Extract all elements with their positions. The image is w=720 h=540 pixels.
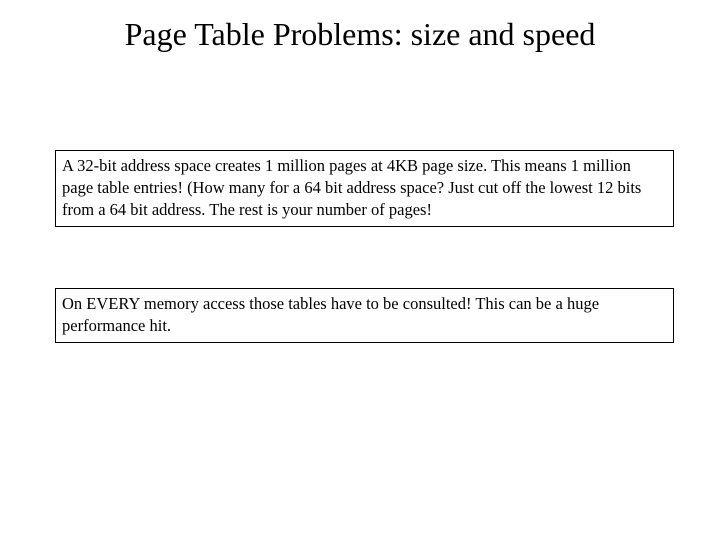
- text-box-page-table-size: A 32-bit address space creates 1 million pages at 4KB page size. This means 1 million page table entries! (How many for a 64 bit address space? Just cut off the lowest 12 bits from a 64 bit address. The rest is your number of pages!: [55, 150, 674, 227]
- text-box-page-table-speed: On EVERY memory access those tables have to be consulted! This can be a huge performance hit.: [55, 288, 674, 343]
- slide-title: Page Table Problems: size and speed: [124, 16, 596, 52]
